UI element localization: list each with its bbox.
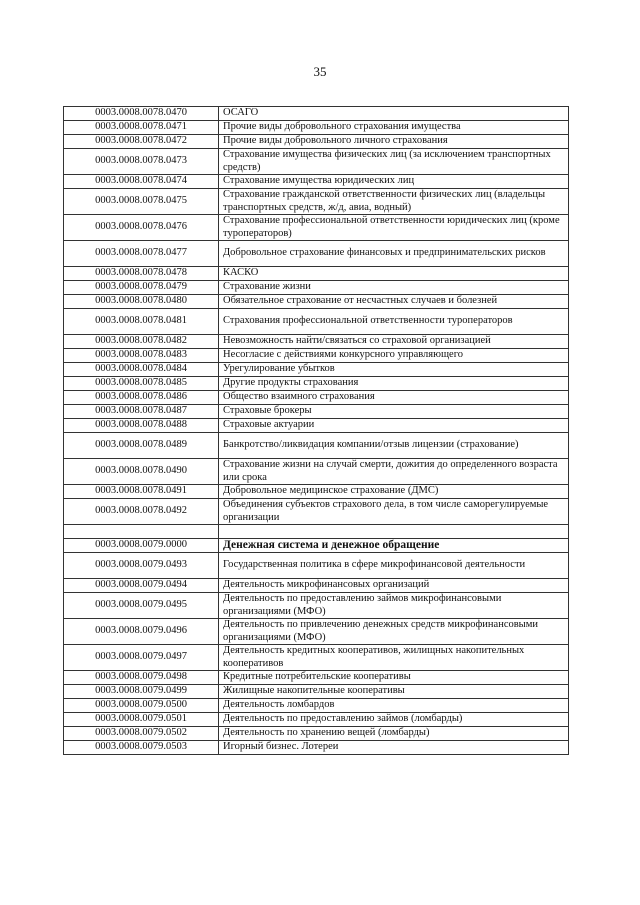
classifier-code-cell: 0003.0008.0078.0486	[64, 391, 219, 405]
classifier-code-cell: 0003.0008.0078.0483	[64, 349, 219, 363]
topic-name-cell: Общество взаимного страхования	[219, 391, 569, 405]
table-row	[64, 525, 569, 539]
classifier-code-cell: 0003.0008.0078.0475	[64, 189, 219, 215]
table-row	[64, 645, 569, 671]
classifier-code-cell: 0003.0008.0078.0474	[64, 175, 219, 189]
topic-name-cell: Несогласие с действиями конкурсного управляющего	[219, 349, 569, 363]
topic-name-cell: Банкротство/ликвидация компании/отзыв лицензии (страхование)	[219, 433, 569, 459]
classifier-code-cell: 0003.0008.0078.0476	[64, 215, 219, 241]
table-row	[64, 121, 569, 135]
classifier-code-cell: 0003.0008.0079.0496	[64, 619, 219, 645]
page-number: 35	[313, 64, 327, 79]
topic-name-cell: Государственная политика в сфере микрофинансовой деятельности	[219, 553, 569, 579]
table-row	[64, 579, 569, 593]
topic-name-cell: Деятельность по хранению вещей (ломбарды)	[219, 727, 569, 741]
table-row	[64, 215, 569, 241]
table-row	[64, 741, 569, 755]
table-row	[64, 671, 569, 685]
classifier-code-cell: 0003.0008.0079.0500	[64, 699, 219, 713]
classifier-code-cell: 0003.0008.0078.0489	[64, 433, 219, 459]
classifier-code-cell: 0003.0008.0079.0497	[64, 645, 219, 671]
topic-name-cell: Страхование имущества юридических лиц	[219, 175, 569, 189]
topic-name-cell: Страховые актуарии	[219, 419, 569, 433]
classifier-code-cell: 0003.0008.0078.0492	[64, 499, 219, 525]
classifier-code-cell: 0003.0008.0079.0499	[64, 685, 219, 699]
classifier-code-cell: 0003.0008.0078.0472	[64, 135, 219, 149]
table-row	[64, 309, 569, 335]
table-row	[64, 189, 569, 215]
classifier-code-cell: 0003.0008.0078.0479	[64, 281, 219, 295]
table-row	[64, 335, 569, 349]
topic-name-cell: Страхование имущества физических лиц (за исключением транспортных средств)	[219, 149, 569, 175]
table-row	[64, 281, 569, 295]
table-row	[64, 619, 569, 645]
table-row	[64, 349, 569, 363]
classifier-code-cell: 0003.0008.0078.0484	[64, 363, 219, 377]
classifier-code-cell: 0003.0008.0078.0478	[64, 267, 219, 281]
topic-name-cell: Игорный бизнес. Лотереи	[219, 741, 569, 755]
table-row	[64, 485, 569, 499]
table-row	[64, 593, 569, 619]
topic-name-cell: Другие продукты страхования	[219, 377, 569, 391]
classifier-code-cell: 0003.0008.0078.0490	[64, 459, 219, 485]
classifier-code-cell: 0003.0008.0079.0000	[64, 539, 219, 553]
topic-name-cell: Деятельность ломбардов	[219, 699, 569, 713]
topic-name-cell: Обязательное страхование от несчастных случаев и болезней	[219, 295, 569, 309]
table-row	[64, 175, 569, 189]
classifier-code-cell: 0003.0008.0078.0471	[64, 121, 219, 135]
section-heading-row	[64, 539, 569, 553]
topic-name-cell: КАСКО	[219, 267, 569, 281]
section-heading-cell: Денежная система и денежное обращение	[219, 539, 569, 553]
classifier-table	[63, 106, 569, 755]
topic-name-cell: Деятельность микрофинансовых организаций	[219, 579, 569, 593]
topic-name-cell: Деятельность кредитных кооперативов, жилищных накопительных кооперативов	[219, 645, 569, 671]
topic-name-cell: Страхование жизни	[219, 281, 569, 295]
table-row	[64, 295, 569, 309]
table-row	[64, 241, 569, 267]
topic-name-cell: Объединения субъектов страхового дела, в том числе саморегулируемые организации	[219, 499, 569, 525]
topic-name-cell: ОСАГО	[219, 107, 569, 121]
table-row	[64, 405, 569, 419]
classifier-code-cell: 0003.0008.0079.0493	[64, 553, 219, 579]
table-row	[64, 135, 569, 149]
classifier-code-cell	[64, 525, 219, 539]
topic-name-cell: Деятельность по привлечению денежных средств микрофинансовыми организациями (МФО)	[219, 619, 569, 645]
table-row	[64, 713, 569, 727]
topic-name-cell	[219, 525, 569, 539]
classifier-code-cell: 0003.0008.0078.0485	[64, 377, 219, 391]
topic-name-cell: Прочие виды добровольного страхования имущества	[219, 121, 569, 135]
classifier-code-cell: 0003.0008.0079.0495	[64, 593, 219, 619]
classifier-code-cell: 0003.0008.0079.0502	[64, 727, 219, 741]
table-row	[64, 553, 569, 579]
table-row	[64, 727, 569, 741]
table-row	[64, 459, 569, 485]
classifier-code-cell: 0003.0008.0078.0488	[64, 419, 219, 433]
table-row	[64, 419, 569, 433]
table-row	[64, 377, 569, 391]
topic-name-cell: Кредитные потребительские кооперативы	[219, 671, 569, 685]
topic-name-cell: Урегулирование убытков	[219, 363, 569, 377]
classifier-code-cell: 0003.0008.0078.0473	[64, 149, 219, 175]
topic-name-cell: Страхование жизни на случай смерти, дожития до определенного возраста или срока	[219, 459, 569, 485]
topic-name-cell: Страховые брокеры	[219, 405, 569, 419]
classifier-code-cell: 0003.0008.0079.0501	[64, 713, 219, 727]
table-row	[64, 363, 569, 377]
classifier-code-cell: 0003.0008.0079.0494	[64, 579, 219, 593]
table-row	[64, 149, 569, 175]
table-row	[64, 685, 569, 699]
table-row	[64, 107, 569, 121]
topic-name-cell: Деятельность по предоставлению займов микрофинансовыми организациями (МФО)	[219, 593, 569, 619]
topic-name-cell: Деятельность по предоставлению займов (ломбарды)	[219, 713, 569, 727]
classifier-code-cell: 0003.0008.0079.0503	[64, 741, 219, 755]
topic-name-cell: Невозможность найти/связаться со страховой организацией	[219, 335, 569, 349]
classifier-code-cell: 0003.0008.0078.0491	[64, 485, 219, 499]
table-row	[64, 499, 569, 525]
classifier-table-body	[64, 107, 569, 755]
table-row	[64, 433, 569, 459]
classifier-code-cell: 0003.0008.0078.0482	[64, 335, 219, 349]
topic-name-cell: Добровольное медицинское страхование (ДМС)	[219, 485, 569, 499]
topic-name-cell: Страхования профессиональной ответственности туроператоров	[219, 309, 569, 335]
table-row	[64, 267, 569, 281]
classifier-code-cell: 0003.0008.0079.0498	[64, 671, 219, 685]
classifier-code-cell: 0003.0008.0078.0477	[64, 241, 219, 267]
classifier-code-cell: 0003.0008.0078.0481	[64, 309, 219, 335]
topic-name-cell: Жилищные накопительные кооперативы	[219, 685, 569, 699]
table-row	[64, 699, 569, 713]
topic-name-cell: Страхование гражданской ответственности физических лиц (владельцы транспортных средств, ж/д, авиа, водный)	[219, 189, 569, 215]
table-row	[64, 391, 569, 405]
topic-name-cell: Добровольное страхование финансовых и предпринимательских рисков	[219, 241, 569, 267]
topic-name-cell: Страхование профессиональной ответственности юридических лиц (кроме туроператоров)	[219, 215, 569, 241]
topic-name-cell: Прочие виды добровольного личного страхования	[219, 135, 569, 149]
classifier-code-cell: 0003.0008.0078.0470	[64, 107, 219, 121]
classifier-code-cell: 0003.0008.0078.0480	[64, 295, 219, 309]
classifier-code-cell: 0003.0008.0078.0487	[64, 405, 219, 419]
